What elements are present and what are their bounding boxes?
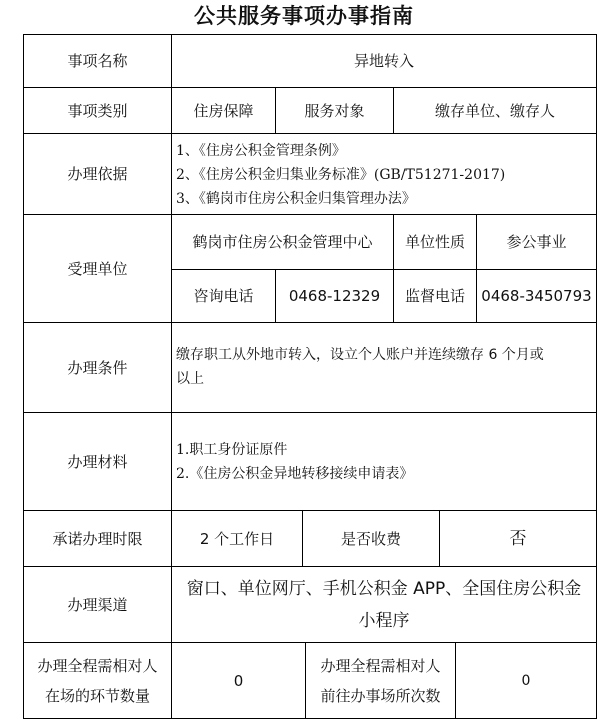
conditions-text — [176, 343, 594, 391]
deadline-value: 2 个工作日 — [199, 529, 275, 548]
row-label-name: 事项名称 — [67, 52, 128, 70]
category-value: 住房保障 — [193, 101, 254, 120]
row-label-materials: 办理材料 — [67, 452, 128, 471]
visit-count-label — [306, 643, 455, 718]
item-name-value: 异地转入 — [353, 52, 414, 70]
table-border — [23, 718, 597, 719]
supervise-phone-value: 0468-3450793 — [481, 287, 592, 305]
basis-item: 2、《住房公积金归集业务标准》(GB/T51271-2017) — [176, 167, 506, 183]
supervise-phone-label: 监督电话 — [404, 287, 465, 305]
row-label-conditions: 办理条件 — [67, 358, 128, 377]
visit-count-label-line: 办理全程需相对人 — [320, 656, 441, 675]
unit-nature-label: 单位性质 — [404, 233, 465, 251]
unit-nature-value: 参公事业 — [506, 233, 567, 251]
material-item: 2.《住房公积金异地转移接续申请表》 — [176, 466, 414, 482]
channels-line: 小程序 — [358, 610, 410, 631]
row-label-deadline: 承诺办理时限 — [52, 529, 143, 548]
basis-item: 1、《住房公积金管理条例》 — [176, 143, 346, 159]
onsite-steps-label — [24, 643, 171, 718]
onsite-steps-label-line: 办理全程需相对人 — [37, 656, 158, 675]
fee-value: 否 — [509, 528, 527, 549]
table-border — [596, 34, 597, 719]
fee-label: 是否收费 — [340, 529, 401, 548]
row-label-channels: 办理渠道 — [67, 595, 128, 614]
row-label-basis: 办理依据 — [67, 165, 128, 183]
visit-count-label-line: 前往办事场所次数 — [320, 686, 441, 705]
conditions-line: 缴存职工从外地市转入，设立个人账户并连续缴存 6 个月或 — [176, 347, 544, 363]
basis-list — [176, 139, 594, 211]
row-label-unit: 受理单位 — [67, 259, 128, 278]
unit-name: 鹤岗市住房公积金管理中心 — [192, 233, 373, 251]
service-target-label: 服务对象 — [304, 101, 365, 120]
onsite-steps-value: 0 — [233, 671, 244, 690]
onsite-steps-label-line: 在场的环节数量 — [44, 686, 150, 705]
basis-item: 3、《鹤岗市住房公积金归集管理办法》 — [176, 191, 416, 207]
service-target-value: 缴存单位、缴存人 — [434, 101, 555, 120]
consult-phone-label: 咨询电话 — [193, 287, 254, 305]
row-label-category: 事项类别 — [67, 101, 128, 120]
channels-text — [172, 567, 596, 642]
page-title: 公共服务事项办事指南 — [194, 3, 414, 28]
conditions-line: 以上 — [176, 371, 204, 387]
materials-list — [176, 438, 594, 486]
material-item: 1.职工身份证原件 — [176, 442, 288, 458]
visit-count-value: 0 — [521, 672, 531, 689]
channels-line: 窗口、单位网厅、手机公积金 APP、全国住房公积金 — [186, 578, 582, 599]
consult-phone-value: 0468-12329 — [288, 287, 381, 305]
